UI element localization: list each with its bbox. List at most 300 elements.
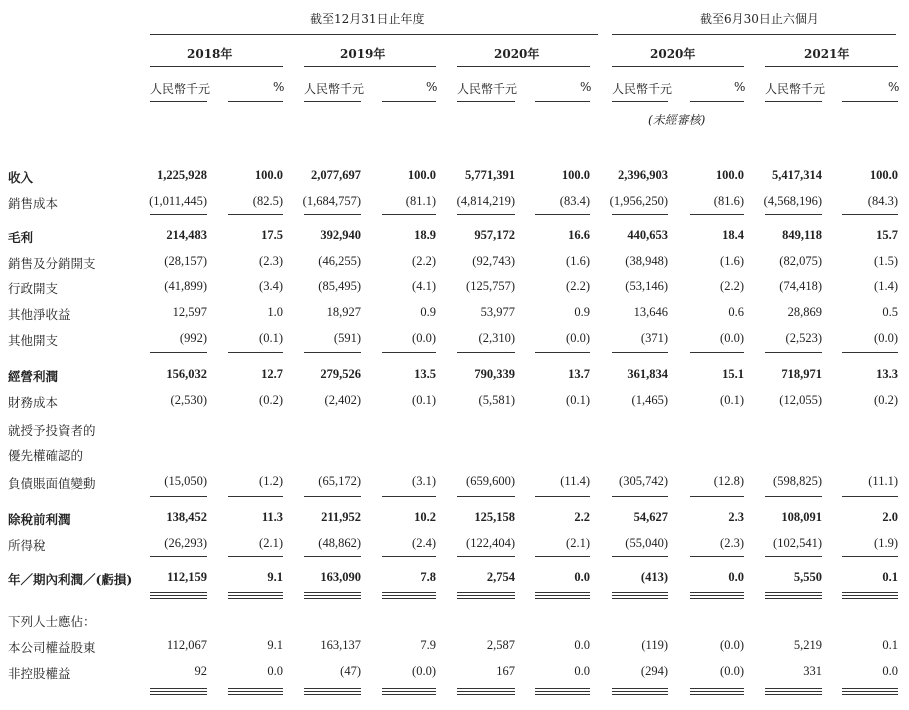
percent-cell: 0.5 — [882, 305, 898, 319]
amount-cell: 13,646 — [633, 305, 668, 319]
amount-cell: (125,757) — [466, 279, 515, 293]
percent-cell: 13.7 — [568, 367, 590, 381]
amount-cell: 163,090 — [320, 570, 361, 584]
total-double-rule — [150, 688, 207, 689]
amount-cell: 2,587 — [486, 638, 515, 652]
subtotal-rule — [457, 496, 515, 497]
subtotal-rule — [535, 214, 590, 215]
unit-amount-underline — [612, 101, 668, 102]
percent-cell: 0.0 — [574, 664, 590, 678]
amount-cell: 1,225,928 — [157, 168, 207, 182]
percent-cell: (83.4) — [559, 194, 590, 208]
amount-cell: 5,417,314 — [772, 168, 822, 182]
total-double-rule — [690, 688, 744, 689]
unaudited-note: (未經審核) — [648, 113, 706, 127]
percent-cell: 0.1 — [882, 570, 898, 584]
row-label: 就授予投資者的 — [8, 423, 96, 438]
unit-amount-header: 人民幣千元 — [612, 82, 673, 96]
subtotal-rule — [612, 496, 668, 497]
total-double-rule — [382, 691, 436, 692]
total-double-rule — [690, 694, 744, 695]
total-double-rule — [842, 592, 898, 593]
amount-cell: 5,550 — [793, 570, 822, 584]
amount-cell: (119) — [641, 638, 668, 652]
percent-cell: 12.7 — [261, 367, 283, 381]
subtotal-rule — [228, 352, 283, 353]
total-double-rule — [690, 598, 744, 599]
total-double-rule — [612, 595, 668, 596]
percent-cell: 0.0 — [574, 570, 590, 584]
percent-cell: 2.2 — [574, 510, 590, 524]
row-label: 行政開支 — [8, 281, 59, 296]
percent-cell: (0.0) — [412, 331, 436, 345]
percent-cell: 100.0 — [869, 168, 898, 182]
percent-cell: 2.0 — [882, 510, 898, 524]
amount-cell: 5,771,391 — [465, 168, 515, 182]
subtotal-rule — [457, 352, 515, 353]
percent-cell: 15.7 — [876, 228, 898, 242]
group-header-annual: 截至12月31日止年度 — [310, 12, 425, 26]
amount-cell: 108,091 — [781, 510, 822, 524]
amount-cell: 957,172 — [474, 228, 515, 242]
percent-cell: (0.0) — [720, 664, 744, 678]
subtotal-rule — [612, 214, 668, 215]
unit-percent-underline — [842, 101, 898, 102]
year-underline — [612, 66, 744, 67]
percent-cell: (81.6) — [713, 194, 744, 208]
amount-cell: (2,402) — [324, 393, 361, 407]
percent-cell: (0.0) — [412, 664, 436, 678]
amount-cell: (371) — [640, 331, 668, 345]
row-label: 下列人士應佔： — [8, 614, 96, 629]
percent-cell: (0.0) — [566, 331, 590, 345]
amount-cell: 361,834 — [627, 367, 668, 381]
amount-cell: (65,172) — [318, 474, 361, 488]
amount-cell: 5,219 — [793, 638, 822, 652]
total-double-rule — [535, 598, 590, 599]
subtotal-rule — [228, 496, 283, 497]
amount-cell: 163,137 — [320, 638, 361, 652]
percent-cell: (12.8) — [713, 474, 744, 488]
total-double-rule — [842, 694, 898, 695]
row-label: 其他淨收益 — [8, 307, 71, 322]
percent-cell: 100.0 — [254, 168, 283, 182]
total-double-rule — [150, 592, 207, 593]
subtotal-rule — [535, 556, 590, 557]
subtotal-rule — [150, 352, 207, 353]
amount-cell: (82,075) — [779, 254, 822, 268]
percent-cell: 18.9 — [414, 228, 436, 242]
percent-cell: (2.1) — [566, 536, 590, 550]
subtotal-rule — [382, 352, 436, 353]
amount-cell: (85,495) — [318, 279, 361, 293]
subtotal-rule — [150, 556, 207, 557]
percent-cell: 0.0 — [574, 638, 590, 652]
unit-percent-underline — [382, 101, 436, 102]
percent-cell: 18.4 — [722, 228, 744, 242]
group-underline-annual — [150, 34, 598, 35]
amount-cell: 211,952 — [321, 510, 361, 524]
year-header: 2021年 — [804, 47, 850, 61]
amount-cell: 2,077,697 — [311, 168, 361, 182]
percent-cell: (1.4) — [874, 279, 898, 293]
row-label: 本公司權益股東 — [8, 640, 96, 655]
amount-cell: 12,597 — [172, 305, 207, 319]
total-double-rule — [535, 694, 590, 695]
subtotal-rule — [765, 556, 822, 557]
percent-cell: 9.1 — [267, 638, 283, 652]
group-underline-half-year — [612, 34, 896, 35]
amount-cell: (5,581) — [478, 393, 515, 407]
row-label: 銷售及分銷開支 — [8, 256, 96, 271]
percent-cell: 13.3 — [876, 367, 898, 381]
subtotal-rule — [228, 556, 283, 557]
total-double-rule — [457, 694, 515, 695]
total-double-rule — [765, 688, 822, 689]
percent-cell: (4.1) — [412, 279, 436, 293]
amount-cell: (46,255) — [318, 254, 361, 268]
amount-cell: 718,971 — [781, 367, 822, 381]
amount-cell: (41,899) — [164, 279, 207, 293]
amount-cell: (2,310) — [478, 331, 515, 345]
percent-cell: (3.1) — [412, 474, 436, 488]
percent-cell: (2.2) — [566, 279, 590, 293]
percent-cell: 16.6 — [568, 228, 590, 242]
row-label: 除稅前利潤 — [8, 512, 71, 527]
total-double-rule — [382, 592, 436, 593]
amount-cell: 790,339 — [474, 367, 515, 381]
total-double-rule — [382, 688, 436, 689]
subtotal-rule — [842, 496, 898, 497]
amount-cell: 54,627 — [633, 510, 668, 524]
row-label: 財務成本 — [8, 395, 59, 410]
amount-cell: (47) — [340, 664, 361, 678]
total-double-rule — [304, 598, 361, 599]
amount-cell: (26,293) — [164, 536, 207, 550]
percent-cell: (1.2) — [259, 474, 283, 488]
percent-cell: 0.0 — [882, 664, 898, 678]
total-double-rule — [228, 688, 283, 689]
total-double-rule — [765, 694, 822, 695]
amount-cell: (992) — [179, 331, 207, 345]
total-double-rule — [765, 598, 822, 599]
percent-cell: (0.1) — [720, 393, 744, 407]
year-header: 2018年 — [187, 47, 233, 61]
total-double-rule — [150, 595, 207, 596]
percent-cell: (2.3) — [720, 536, 744, 550]
percent-cell: 100.0 — [561, 168, 590, 182]
amount-cell: 125,158 — [474, 510, 515, 524]
total-double-rule — [457, 598, 515, 599]
unit-amount-header: 人民幣千元 — [457, 82, 518, 96]
total-double-rule — [228, 694, 283, 695]
year-underline — [457, 66, 590, 67]
amount-cell: (12,055) — [779, 393, 822, 407]
amount-cell: 214,483 — [166, 228, 207, 242]
amount-cell: 112,067 — [166, 638, 207, 652]
row-label: 優先權確認的 — [8, 448, 84, 463]
subtotal-rule — [690, 496, 744, 497]
total-double-rule — [612, 592, 668, 593]
amount-cell: 156,032 — [166, 367, 207, 381]
percent-cell: 2.3 — [728, 510, 744, 524]
amount-cell: 112,159 — [167, 570, 207, 584]
unit-percent-header: % — [888, 80, 900, 94]
unit-amount-header: 人民幣千元 — [150, 82, 211, 96]
total-double-rule — [150, 694, 207, 695]
total-double-rule — [150, 598, 207, 599]
amount-cell: (53,146) — [625, 279, 668, 293]
total-double-rule — [842, 595, 898, 596]
subtotal-rule — [765, 352, 822, 353]
percent-cell: (1.6) — [566, 254, 590, 268]
total-double-rule — [457, 592, 515, 593]
unit-amount-header: 人民幣千元 — [304, 82, 365, 96]
total-double-rule — [228, 691, 283, 692]
percent-cell: 7.9 — [420, 638, 436, 652]
percent-cell: 11.3 — [261, 510, 283, 524]
subtotal-rule — [457, 214, 515, 215]
amount-cell: (92,743) — [472, 254, 515, 268]
percent-cell: 9.1 — [267, 570, 283, 584]
total-double-rule — [842, 691, 898, 692]
percent-cell: (1.9) — [874, 536, 898, 550]
percent-cell: 10.2 — [414, 510, 436, 524]
total-double-rule — [690, 691, 744, 692]
subtotal-rule — [612, 352, 668, 353]
amount-cell: (102,541) — [773, 536, 822, 550]
amount-cell: (122,404) — [466, 536, 515, 550]
percent-cell: (3.4) — [259, 279, 283, 293]
total-double-rule — [304, 691, 361, 692]
subtotal-rule — [382, 496, 436, 497]
subtotal-rule — [535, 352, 590, 353]
amount-cell: 440,653 — [627, 228, 668, 242]
amount-cell: (55,040) — [625, 536, 668, 550]
unit-amount-underline — [765, 101, 822, 102]
subtotal-rule — [150, 214, 207, 215]
unit-amount-underline — [150, 101, 207, 102]
amount-cell: 53,977 — [480, 305, 515, 319]
percent-cell: 13.5 — [414, 367, 436, 381]
subtotal-rule — [457, 556, 515, 557]
percent-cell: (1.6) — [720, 254, 744, 268]
percent-cell: (82.5) — [252, 194, 283, 208]
subtotal-rule — [382, 556, 436, 557]
total-double-rule — [612, 694, 668, 695]
row-label: 所得稅 — [8, 538, 46, 553]
amount-cell: (1,011,445) — [149, 194, 207, 208]
row-label: 負債賬面值變動 — [8, 476, 96, 491]
total-double-rule — [457, 691, 515, 692]
percent-cell: 0.9 — [420, 305, 436, 319]
percent-cell: (2.3) — [259, 254, 283, 268]
amount-cell: (413) — [640, 570, 668, 584]
percent-cell: (0.1) — [412, 393, 436, 407]
amount-cell: (48,862) — [318, 536, 361, 550]
total-double-rule — [382, 694, 436, 695]
amount-cell: (591) — [333, 331, 361, 345]
total-double-rule — [690, 595, 744, 596]
percent-cell: (0.2) — [259, 393, 283, 407]
subtotal-rule — [690, 214, 744, 215]
amount-cell: (28,157) — [164, 254, 207, 268]
total-double-rule — [612, 598, 668, 599]
percent-cell: 100.0 — [715, 168, 744, 182]
total-double-rule — [150, 691, 207, 692]
percent-cell: (0.1) — [566, 393, 590, 407]
subtotal-rule — [690, 556, 744, 557]
amount-cell: 2,396,903 — [618, 168, 668, 182]
row-label: 經營利潤 — [8, 369, 59, 384]
amount-cell: 167 — [496, 664, 515, 678]
year-underline — [765, 66, 898, 67]
total-double-rule — [690, 592, 744, 593]
percent-cell: 17.5 — [261, 228, 283, 242]
percent-cell: 1.0 — [267, 305, 283, 319]
year-header: 2020年 — [650, 47, 696, 61]
total-double-rule — [382, 598, 436, 599]
percent-cell: 15.1 — [722, 367, 744, 381]
total-double-rule — [457, 688, 515, 689]
row-label: 毛利 — [8, 230, 34, 245]
total-double-rule — [535, 688, 590, 689]
total-double-rule — [612, 691, 668, 692]
amount-cell: (38,948) — [625, 254, 668, 268]
percent-cell: (81.1) — [405, 194, 436, 208]
percent-cell: (0.1) — [259, 331, 283, 345]
row-label: 年／期內利潤／(虧損) — [8, 572, 133, 587]
amount-cell: (659,600) — [466, 474, 515, 488]
amount-cell: (15,050) — [164, 474, 207, 488]
percent-cell: (2.4) — [412, 536, 436, 550]
total-double-rule — [535, 592, 590, 593]
percent-cell: 0.1 — [882, 638, 898, 652]
unit-percent-header: % — [734, 80, 746, 94]
amount-cell: (4,568,196) — [763, 194, 822, 208]
total-double-rule — [842, 598, 898, 599]
percent-cell: (0.2) — [874, 393, 898, 407]
percent-cell: (2.2) — [720, 279, 744, 293]
percent-cell: (0.0) — [720, 331, 744, 345]
unit-percent-header: % — [273, 80, 285, 94]
percent-cell: (11.1) — [868, 474, 898, 488]
amount-cell: 92 — [194, 664, 207, 678]
amount-cell: (1,956,250) — [609, 194, 668, 208]
year-header: 2020年 — [494, 47, 540, 61]
percent-cell: 7.8 — [420, 570, 436, 584]
subtotal-rule — [535, 496, 590, 497]
group-header-half-year: 截至6月30日止六個月 — [700, 12, 819, 26]
unit-percent-header: % — [580, 80, 592, 94]
percent-cell: (0.0) — [874, 331, 898, 345]
amount-cell: (74,418) — [779, 279, 822, 293]
amount-cell: 849,118 — [782, 228, 822, 242]
total-double-rule — [382, 595, 436, 596]
amount-cell: 2,754 — [486, 570, 515, 584]
subtotal-rule — [842, 352, 898, 353]
subtotal-rule — [382, 214, 436, 215]
amount-cell: (1,465) — [631, 393, 668, 407]
percent-cell: 0.6 — [728, 305, 744, 319]
percent-cell: (1.5) — [874, 254, 898, 268]
subtotal-rule — [304, 214, 361, 215]
amount-cell: 28,869 — [787, 305, 822, 319]
total-double-rule — [765, 592, 822, 593]
total-double-rule — [304, 688, 361, 689]
amount-cell: (294) — [640, 664, 668, 678]
unit-percent-header: % — [426, 80, 438, 94]
amount-cell: (305,742) — [619, 474, 668, 488]
amount-cell: 331 — [803, 664, 822, 678]
row-label: 其他開支 — [8, 333, 59, 348]
percent-cell: 0.0 — [267, 664, 283, 678]
total-double-rule — [765, 595, 822, 596]
subtotal-rule — [304, 496, 361, 497]
subtotal-rule — [304, 352, 361, 353]
unit-amount-underline — [304, 101, 361, 102]
percent-cell: (0.0) — [720, 638, 744, 652]
subtotal-rule — [690, 352, 744, 353]
unit-percent-underline — [535, 101, 590, 102]
subtotal-rule — [842, 556, 898, 557]
subtotal-rule — [765, 214, 822, 215]
subtotal-rule — [765, 496, 822, 497]
total-double-rule — [228, 595, 283, 596]
subtotal-rule — [150, 496, 207, 497]
unit-amount-underline — [457, 101, 515, 102]
percent-cell: (11.4) — [560, 474, 590, 488]
year-underline — [304, 66, 436, 67]
amount-cell: (1,684,757) — [302, 194, 361, 208]
total-double-rule — [842, 688, 898, 689]
subtotal-rule — [842, 214, 898, 215]
total-double-rule — [457, 595, 515, 596]
amount-cell: (4,814,219) — [456, 194, 515, 208]
subtotal-rule — [612, 556, 668, 557]
percent-cell: 0.0 — [728, 570, 744, 584]
total-double-rule — [765, 691, 822, 692]
percent-cell: (2.2) — [412, 254, 436, 268]
year-header: 2019年 — [340, 47, 386, 61]
percent-cell: 0.9 — [574, 305, 590, 319]
total-double-rule — [304, 592, 361, 593]
total-double-rule — [304, 694, 361, 695]
total-double-rule — [535, 595, 590, 596]
amount-cell: (598,825) — [773, 474, 822, 488]
amount-cell: (2,530) — [170, 393, 207, 407]
total-double-rule — [228, 598, 283, 599]
subtotal-rule — [228, 214, 283, 215]
total-double-rule — [304, 595, 361, 596]
unit-percent-underline — [690, 101, 744, 102]
amount-cell: 279,526 — [320, 367, 361, 381]
row-label: 銷售成本 — [8, 196, 59, 211]
unit-amount-header: 人民幣千元 — [765, 82, 826, 96]
total-double-rule — [228, 592, 283, 593]
amount-cell: 18,927 — [326, 305, 361, 319]
amount-cell: 392,940 — [320, 228, 361, 242]
total-double-rule — [612, 688, 668, 689]
percent-cell: (2.1) — [259, 536, 283, 550]
unit-percent-underline — [228, 101, 283, 102]
amount-cell: (2,523) — [785, 331, 822, 345]
subtotal-rule — [304, 556, 361, 557]
row-label: 收入 — [8, 170, 34, 185]
percent-cell: 100.0 — [407, 168, 436, 182]
total-double-rule — [535, 691, 590, 692]
amount-cell: 138,452 — [166, 510, 207, 524]
